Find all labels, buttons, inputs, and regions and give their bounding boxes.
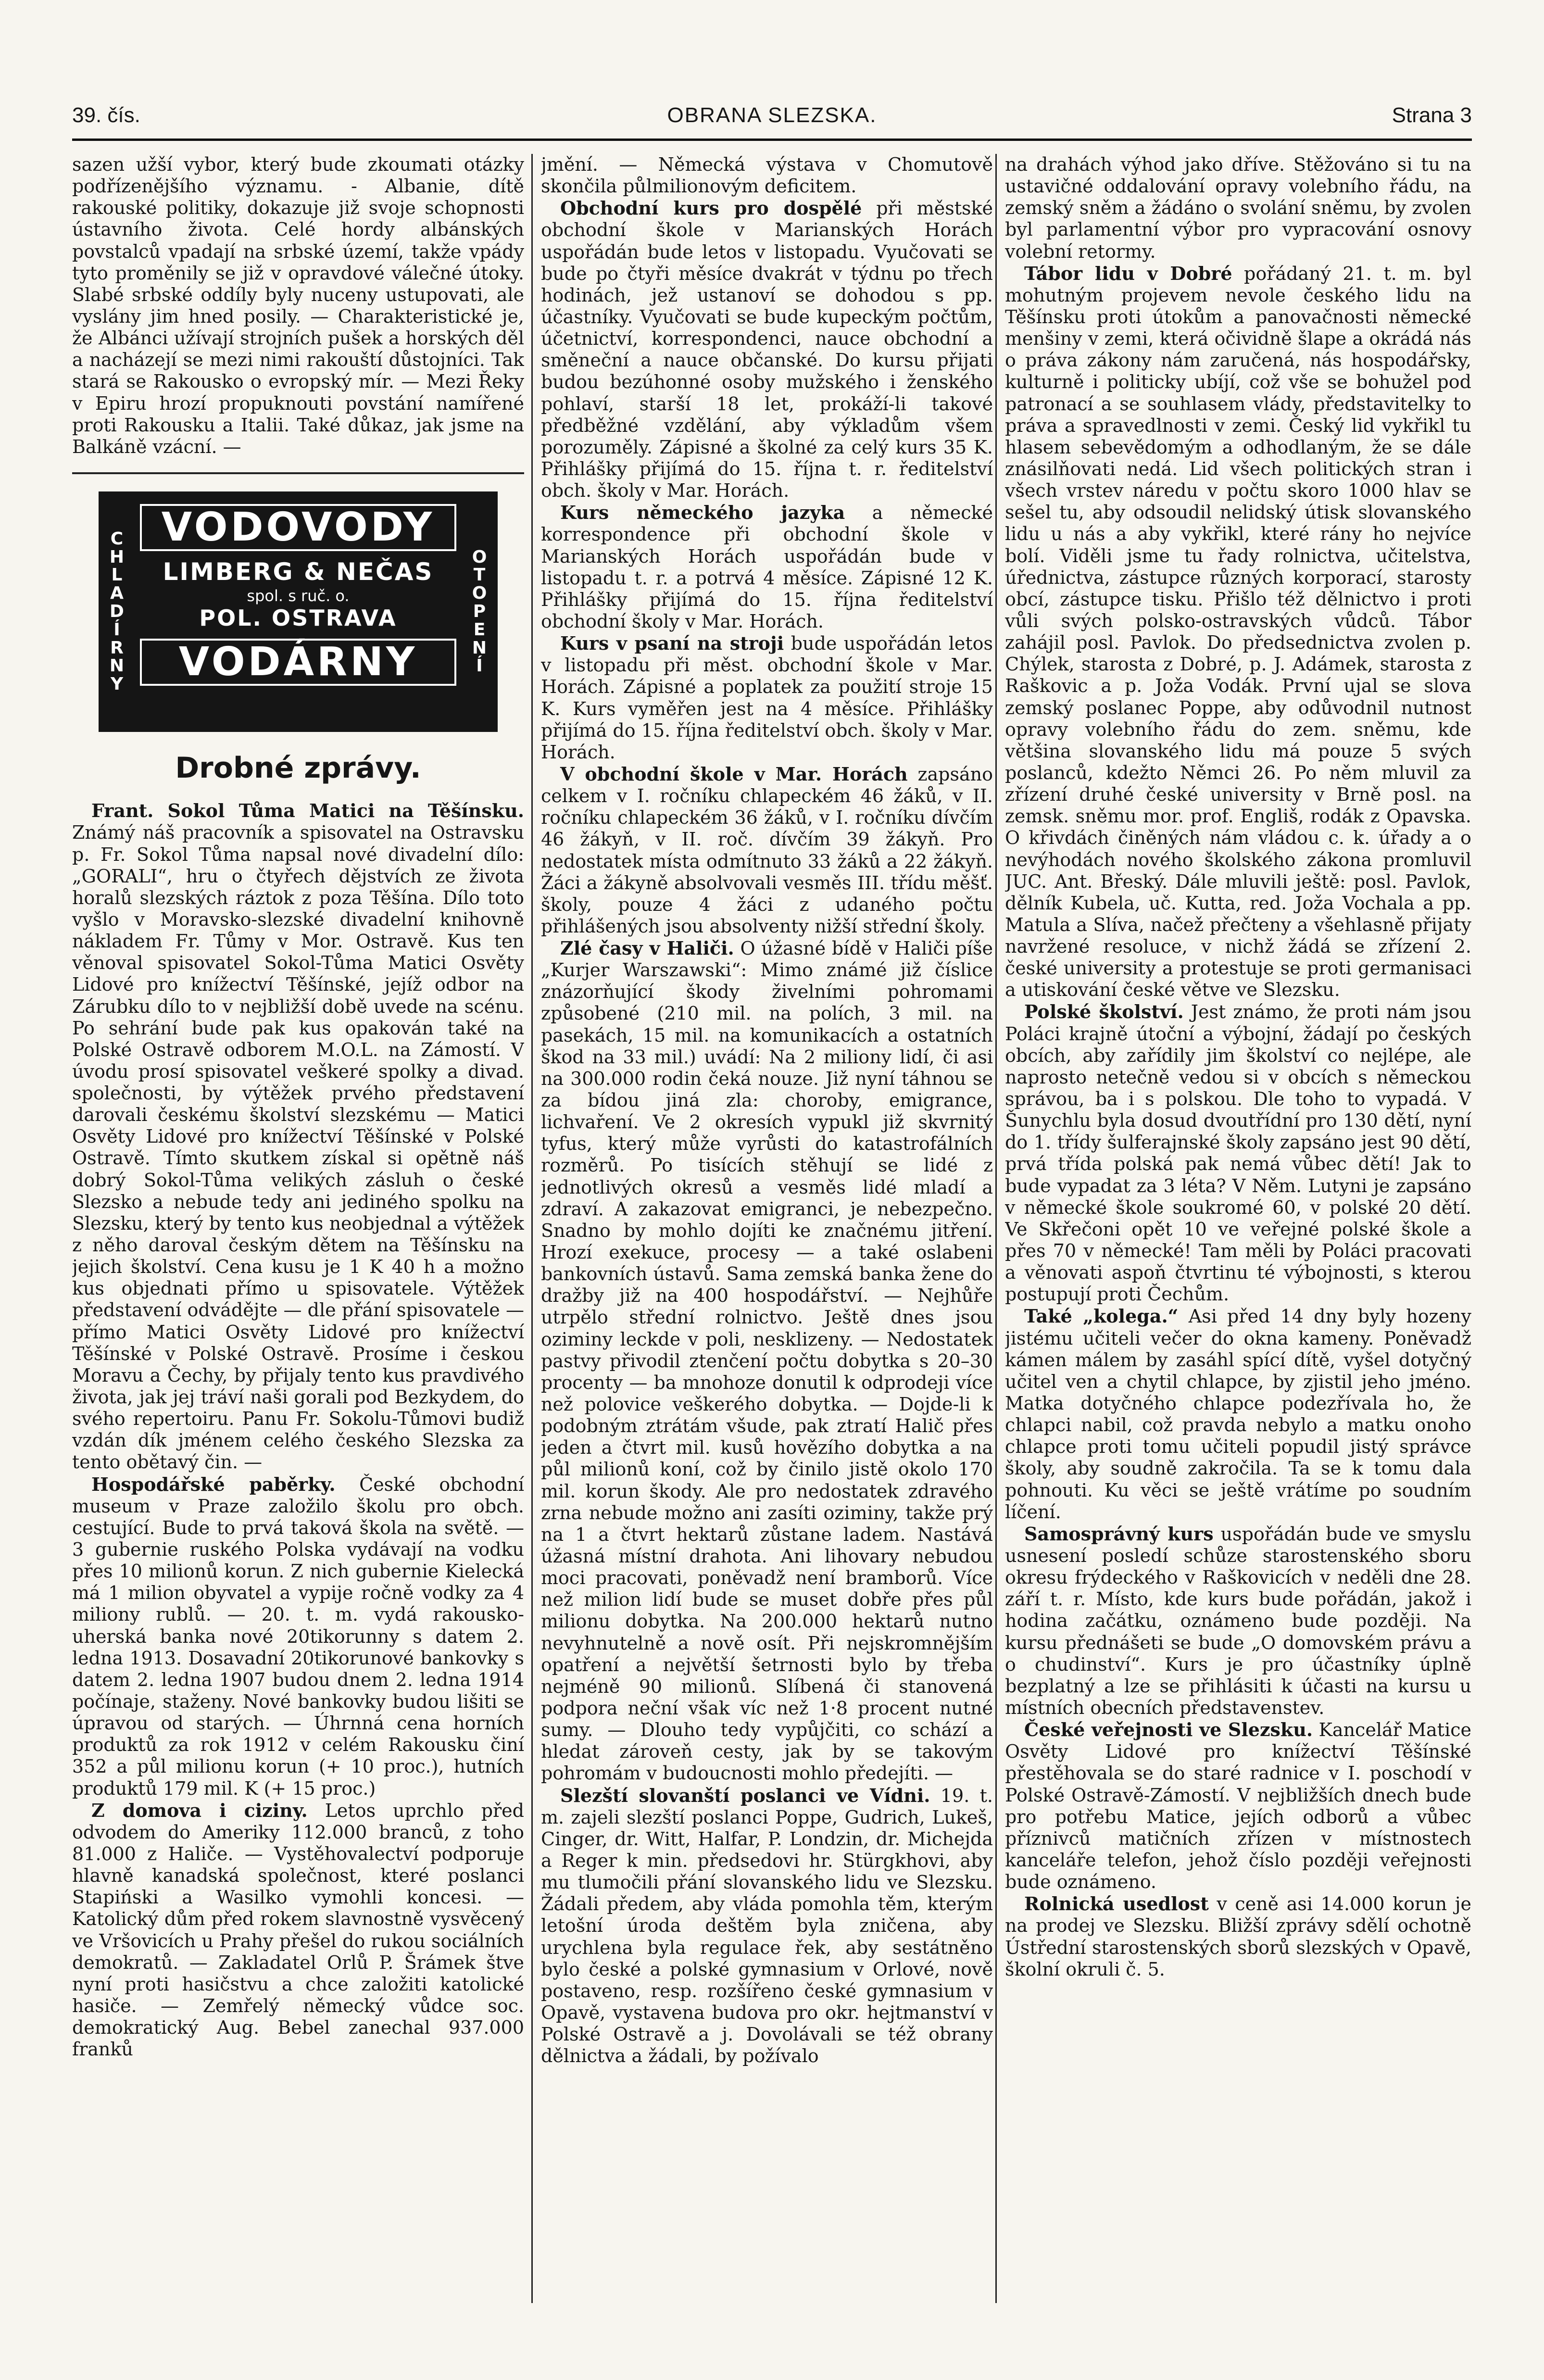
article-headline: V obchodní škole v Mar. Horách [560, 763, 908, 785]
article-body: Jest známo, že proti nám jsou Poláci krajně útoční a výbojní, žádají po českých obcích, aby zařídily jim školství co nejlépe, ale naprosto netečně vedou si v obcích s německou správou, ba i s polskou. Dle toho to vypadá. V Šunychlu byla dosud dvoutřídní pro 130 dětí, nyní do 1. třídy šulferajnské školy zapsáno jest 90 dětí, prvá třída polská pak nemá vůbec dětí! Jak to bude vypadat za 3 léta? V Něm. Lutyni je zapsáno v německé škole soukromé 60, v polské 20 dětí. Ve Skřečoni opět 10 ve veřejné polské škole a přes 70 v německé! Tam měli by Poláci pracovati a věnovati aspoň čtvrtinu té výbojnosti, s kterou postupují proti Čechům. [1005, 1001, 1471, 1305]
article-body: Asi před 14 dny byly hozeny jistému učiteli večer do okna kameny. Poněvadž kámen málem by zasáhl spící dítě, vyšel dotyčný učitel ven a chytil chlapce, by zjistil jeho jméno. Matka dotyčného chlapce podezřívala ho, že chlapci nabil, což pravda nebylo a matku onoho chlapce proti tomu učiteli popudil jistý správce školy, aby soudně zakročila. Ta se k tomu dala pohnouti. Ku věci se ještě vrátíme po soudním líčení. [1005, 1306, 1471, 1523]
column-1 [72, 154, 524, 2303]
article-headline: Také „kolega.“ [1024, 1305, 1179, 1327]
article-body: O úžasné bídě v Haliči píše „Kurjer Warszawski“: Mimo známé již číslice znázorňující škody živelními pohromami způsobené (210 mil. na polích, 3 mil. na pasekách, 15 mil. na komunikacích a ostatních škod na 33 mil.) uvádí: Na 2 miliony lidí, či asi na 300.000 rodin čeká nouze. Již nyní táhnou se za bídou jiná zla: choroby, emigrance, lichvaření. Ve 2 okresích vypukl již skvrnitý tyfus, který může vyrůsti do katastrofálních rozměrů. Po tisících stěhují se lidé z jednotlivých okresů a vesměs lidé mladí a zdraví. A zakazovat emigranci, je nebezpečno. Snadno by mohlo dojíti ke značnému jitření. Hrozí exekuce, procesy — a také oslabeni bankovních ústavů. Sama zemská banka žene do dražby již na 400 hospodářství. — Nejhůře utrpělo střední rolnictvo. Ještě dnes jsou oziminy leckde v poli, nesklizeny. — Nedostatek pastvy přivodil ztenčení počtu dobytka s 20–30 procenty — ba mnohoze donutil k odprodeji více než polovice veškerého dobytka. — Dojde-li k podobným ztrátám všude, pak ztratí Halič přes jeden a čtvrt mil. kusů hovězího dobytka a na půl milionů koní, což by činilo jistě okolo 170 mil. korun škody. Ale pro nedostatek zdravého zrna nebude možno ani zasíti oziminy, takže prý na 1 a čtvrt hektarů zůstane ladem. Nastává úžasná místní drahota. Ani lihovary nebudou moci pracovati, poněvadž není bramborů. Více než milion lidí bude se muset dobře přes půl milionu dobytka. Na 200.000 hektarů nutno nevyhnutelně a nově osít. Při nejskromnějším opatření a největší šetrnosti bylo by třeba nejméně 90 milionů. Slíbená či stanovená podpora neční však víc než 1·8 procent nutné sumy. — Dlouho tedy vypůjčiti, co schází a hledat zároveň cesty, jak by se takovým pohromám v budoucnosti mohlo předejíti. — [541, 938, 993, 1784]
article-headline: České veřejnosti ve Slezsku. [1024, 1719, 1313, 1741]
advertisement-limberg-necas [99, 491, 498, 732]
article-headline: Samosprávný kurs [1024, 1523, 1214, 1545]
article-sokol-tuma [72, 800, 524, 1473]
article-rolnicka-usedlost [1005, 1893, 1471, 1980]
article-headline: Tábor lidu v Dobré [1024, 262, 1232, 284]
section-title-drobne-zpravy: Drobné zprávy. [175, 751, 421, 785]
ad-firm-name: LIMBERG & NEČAS [163, 558, 434, 586]
article-body: bude uspořádán letos v listopadu při měst. obchodní škole v Mar. Horách. Zápisné a poplatek za použití stroje 15 K. Kurs vyměřen jest na 4 měsíce. Přihlášky přijímá do 15. října ředitelství obch. školy v Mar. Horách. [541, 633, 993, 763]
article-obchodni-skola [541, 763, 993, 937]
article-z-domova [72, 1800, 524, 2061]
article-kolega [1005, 1305, 1471, 1523]
article-headline: Frant. Sokol Tůma Matici na Těšínsku. [91, 800, 524, 822]
article-headline: Zlé časy v Haliči. [560, 937, 734, 959]
ad-side-text-left: C H L A D Í R N Y [109, 529, 125, 694]
ad-side-text-right: O T O P E N Í [472, 547, 487, 676]
article-body: a německé korrespondence při obchodní škole v Marianských Horách uspořádán bude v listopadu t. r. a potrvá 4 měsíce. Zápisné 12 K. Přihlášky přijímá do 15. října ředitelství obchodní školy v Mar. Horách. [541, 502, 993, 632]
article-kurs-psani [541, 632, 993, 763]
article-continued: jmění. — Německá výstava v Chomutově skončila půlmilionovým deficitem. [541, 154, 993, 197]
article-body: 19. t. m. zajeli slezští poslanci Poppe, Gudrich, Lukeš, Cinger, dr. Witt, Halfar, P. Londzin, dr. Michejda a Reger k min. předsedovi hr. Stürgkhovi, aby mu tlumočili přání slovanského lidu ve Slezsku. Žádali předem, aby vláda pomohla těm, kterým letošní úroda deštěm byla zničena, aby urychlena byla regulace řek, aby sestátněno bylo české a polské gymnasium v Orlové, nově postaveno, resp. rozšířeno české gymnasium v Opavě, vystavena budova pro okr. hejtmanství v Polské Ostravě a j. Dovolávali se též obrany dělnictva a žádali, by požívalo [541, 1785, 993, 2067]
article-headline: Obchodní kurs pro dospělé [560, 197, 862, 219]
article-kurs-nemeckeho [541, 502, 993, 632]
column-divider [995, 154, 997, 2303]
ad-firm-type: spol. s ruč. o. [247, 586, 350, 605]
article-albania: sazen užší vybor, který bude zkoumati otázky podřízenějšího významu. - Albanie, dítě rakouské politiky, dokazuje již svoje schopnosti ústavního života. Celé hordy albánských povstalců vpadají na srbské území, takže vpády tyto proměnily se již v opravdové válečné útoky. Slabé srbské oddíly byly nuceny ustupovati, ale vyslány jim hned posily. — Charakteristické je, že Albánci užívají strojních pušek a horských děl a nacházejí se mezi nimi rakouští důstojníci. Tak stará se Rakousko o evropský mír. — Mezi Řeky v Epiru hrozí propuknouti povstání namířené proti Rakousku a Italii. Také důkaz, jak jsme na Balkáně vzácní. — [72, 154, 524, 457]
article-body: pořádaný 21. t. m. byl mohutným projevem nevole českého lidu na Těšínsku proti útokům a panovačnosti německé menšiny v zemi, která očividně šlape a okrádá nás o práva zákony nám zaručená, nás hospodářsky, kulturně i politicky ubíjí, což vše se bohužel pod patronací a se souhlasem vlády, představitelky to práva a spravedlnosti v zemi. Český lid vykřikl tu hlasem sebevědomým a odhodlaným, že se dále znásilňovati nedá. Lid všech politických stran i všech vrstev náredu v počtu skoro 1000 hlav se sešel tu, aby odsoudil nelidský útisk slovanského lidu u nás a aby vykřikl, které rány ho nejvíce bolí. Viděli jsme tu řady rolnictva, učitelstva, úřednictva, zástupce různých korporací, starosty obcí, zástupce tisku. Přišlo též dělnictvo i proti vůli svých polsko-ostravských vůdců. Tábor zahájil posl. Pavlok. Do předsednictva zvolen p. Chýlek, starosta z Dobré, p. J. Adámek, starosta z Raškovic a p. Joža Vodák. První ujal se slova zemský poslanec Poppe, aby odůvodnil nutnost opravy volebního řádu do zem. sněmu, kde většina slovanského lidu má pouze 5 svých poslanců, kdežto Němci 26. Po něm mluvil za zřízení druhé české university v Brně posl. na zemsk. sněmu mor. prof. Engliš, rodák z Opavska. O křivdách činěných nám vládou c. k. úřady a o nevýhodách nového školského zákona promluvil JUC. Ant. Břeský. Dále mluvili ještě: posl. Pavlok, dělník Kubela, uč. Kutta, red. Joža Vochala a pp. Matula a Slíva, načež přečteny a všehlasně přijaty navržené resoluce, v nichž žádá se zřízení 2. české university a protestuje se proti germanisaci a utiskování české větve ve Slezsku. [1005, 263, 1471, 1001]
header-rule [72, 139, 1472, 141]
ad-inner [140, 504, 456, 719]
page-number: Strana 3 [1392, 103, 1472, 127]
article-headline: Z domova i ciziny. [91, 1799, 308, 1821]
ad-headline-top: VODOVODY [140, 504, 456, 551]
article-body: Kancelář Matice Osvěty Lidové pro knížectví Těšínské přestěhovala se do staré radnice v I. poschodí v Polské Ostravě-Zámostí. V nejbližších dnech bude pro potřebu Matice, jejích odborů a vůbec příznivců matičních zřízen v místnostech kanceláře telefon, jehož číslo později veřejnosti bude oznámeno. [1005, 1719, 1471, 1893]
column-divider [531, 154, 533, 2303]
page-header [72, 103, 1472, 132]
article-continued: na drahách výhod jako dříve. Stěžováno si tu na ustavičné oddalování opravy volebního řádu, na zemský sněm a žádáno o svolání sněmu, by zvolen byl parlamentní výbor pro vypracování osnovy volební retormy. [1005, 154, 1471, 262]
article-headline: Hospodářské paběrky. [91, 1473, 336, 1495]
article-polske-skolstvi [1005, 1001, 1471, 1305]
column-3 [1005, 154, 1471, 2303]
article-tabor-lidu [1005, 263, 1471, 1001]
article-headline: Slezští slovanští poslanci ve Vídni. [560, 1784, 930, 1806]
article-body: Letos uprchlo před odvodem do Ameriky 112.000 branců, z toho 81.000 z Haliče. — Vystěhovalectví podporuje hlavně kanadská společnost, které poslanci Stapiński a Wasilko vymohli koncesi. — Katolický dům před rokem slavnostně vysvěcený ve Vršovicích u Prahy přešel do rukou sociálních demokratů. — Zakladatel Orlů P. Šrámek štve nyní proti hasičstvu a chce založiti katolické hasiče. — Zemřelý německý vůdce soc. demokratický Aug. Bebel zanechal 937.000 franků [72, 1800, 524, 2060]
article-samospravny-kurs [1005, 1523, 1471, 1719]
newspaper-title: OBRANA SLEZSKA. [667, 103, 877, 127]
article-body: Známý náš pracovník a spisovatel na Ostravsku p. Fr. Sokol Tůma napsal nové divadelní dílo: „GORALI“, hru o čtyřech dějstvích ze života horalů slezských ráztok z poza Těšína. Dílo toto vyšlo v Moravsko-slezské divadelní knihovně nákladem Fr. Tůmy v Mor. Ostravě. Kus ten věnoval spisovatel Sokol-Tůma Matici Osvěty Lidové pro knížectví Těšínské, jejíž odbor na Zárubku dílo to v nejbližší době uvede na scénu. Po sehrání bude pak kus opakován také na Polské Ostravě odborem M.O.L. na Zámostí. V úvodu prosí spisovatel veškeré spolky a divad. společnosti, by výtěžek prvého představení darovali českému školství slezskému — Matici Osvěty Lidové pro knížectví Těšínské v Polské Ostravě. Tímto skutkem získal si opětně náš dobrý Sokol-Tůma velikých zásluh o české Slezsko a nebude tedy ani jediného spolku na Slezsku, který by tento kus neobjednal a výtěžek z něho daroval českým dětem na Těšínsku na jejich školství. Cena kusu je 1 K 40 h a možno kus objednati přímo u spisovatele. Výtěžek představení odvádějte — dle přání spisovatele — přímo Matici Osvěty Lidové pro knížectví Těšínské v Polské Ostravě. Prosíme i českou Moravu a Čechy, by přijaly tento kus pravdivého života, jak jej tráví naši gorali pod Bezkydem, do svého repertoiru. Panu Fr. Sokolu-Tůmovi budiž vzdán dík jménem celého českého Slezska za tento obětavý čin. — [72, 822, 524, 1473]
article-body: v ceně asi 14.000 korun je na prodej ve Slezsku. Bližší zprávy sdělí ochotně Ústřední starostenských sborů slezských v Opavě, školní okruli č. 5. [1005, 1893, 1471, 1980]
article-body: zapsáno celkem v I. ročníku chlapeckém 46 žáků, v II. ročníku chlapeckém 36 žáků, v I. ročníku dívčím 46 žákyň, v II. roč. dívčím 39 žákyň. Pro nedostatek místa odmítnuto 33 žáků a 22 žákyň. Žáci a žákyně absolvovali vesměs III. třídu měšť. školy, pouze 4 žáci z udaného počtu přihlášených jsou absolventy nižší střední školy. [541, 763, 993, 937]
article-headline: Polské školství. [1024, 1001, 1184, 1023]
column-2 [541, 154, 993, 2303]
article-body: České obchodní museum v Praze založilo školu pro obch. cestující. Bude to prvá taková škola na světě. — 3 gubernie ruského Polska vydávají na vodku přes 10 milionů korun. Z nich gubernie Kielecká má 1 milion obyvatel a vypije ročně vodky za 4 miliony rublů. — 20. t. m. vydá rakousko-uherská banka nové 20tikorunny s datem 2. ledna 1913. Dosavadní 20tikorunové bankovky s datem 2. ledna 1907 budou dnem 2. ledna 1914 počínaje, staženy. Nové bankovky budou lišiti se úpravou od starých. — Úhrnná cena horních produktů za rok 1912 v celém Rakousku činí 352 a půl milionu korun (+ 10 proc.), hutních produktů 179 mil. K (+ 15 proc.) [72, 1473, 524, 1799]
article-slezsti-poslanci [541, 1785, 993, 2067]
section-rule [72, 472, 524, 474]
article-headline: Kurs německého jazyka [560, 502, 845, 524]
article-obchodni-kurs [541, 197, 993, 502]
article-hospodarske-paberky [72, 1473, 524, 1800]
article-ceske-verejnosti [1005, 1719, 1471, 1893]
article-headline: Rolnická usedlost [1024, 1893, 1209, 1915]
article-zle-casy [541, 937, 993, 1784]
ad-city: POL. OSTRAVA [199, 604, 397, 631]
issue-number: 39. čís. [72, 103, 140, 127]
article-body: uspořádán bude ve smyslu usnesení posledí schůze starostenského sboru okresu frýdeckého v Raškovicích v neděli dne 28. září t. r. Místo, kde kurs bude pořádán, jakož i hodina začátku, oznámeno bude později. Na kursu přednášeti se bude „O domovském právu a o chudinství“. Kurs je pro účastníky úplně bezplatný a lze se přihlásiti k účasti na kursu u místních obecních představenstev. [1005, 1523, 1471, 1718]
article-body: při městské obchodní škole v Marianských Horách uspořádán bude letos v listopadu. Vyučovati se bude po čtyři měsíce dvakrát v týdnu po třech hodinách, jež ustanoví se dohodou s pp. účastníky. Vyučovati se bude kupeckým počtům, účetnictví, korrespondenci, nauce obchodní a směneční a nauce občanské. Do kursu přijati budou bezúhonné osoby mužského i ženského pohlaví, starší 18 let, prokáží-li takové předběžné vzdělání, aby výkladům všem porozuměly. Zápisné a školné za celý kurs 35 K. Přihlášky přijímá do 15. října t. r. ředitelství obch. školy v Mar. Horách. [541, 198, 993, 502]
article-headline: Kurs v psaní na stroji [560, 632, 784, 655]
ad-headline-bottom: VODÁRNY [140, 639, 456, 686]
